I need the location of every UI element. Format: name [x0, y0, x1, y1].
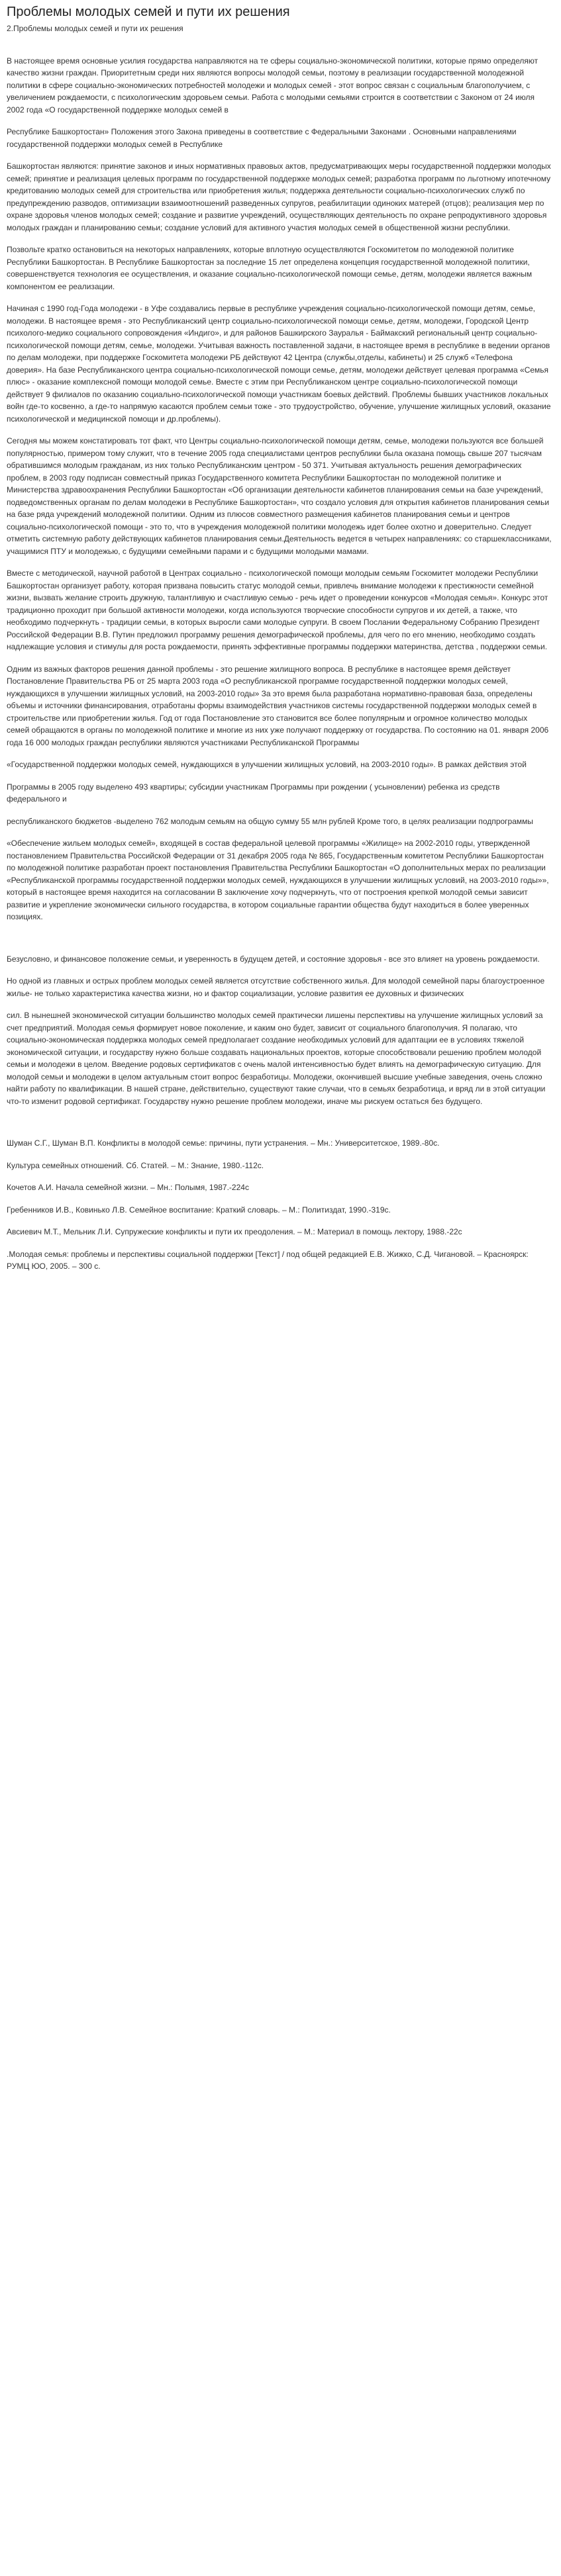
reference-item: Авсиевич М.Т., Мельник Л.И. Супружеские конфликты и пути их преодоления. – М.: Материал в помощь лектору, 1988.-22с — [7, 1227, 462, 1236]
spacer — [7, 1117, 552, 1137]
reference-item: .Молодая семья: проблемы и перспективы социальной поддержки [Текст] / под общей редакцией Е.В. Жижко, С.Д. Чигановой. – Красноярск: РУМЦ ЮО, 2005. – 300 с. — [7, 1249, 529, 1271]
spacer — [7, 933, 552, 953]
paragraph: «Государственной поддержки молодых семей, нуждающихся в улучшении жилищных условий, на 2003-2010 годы». В рамках действия этой — [7, 760, 527, 769]
paragraph: В настоящее время основные усилия государства направляются на те сферы социально-экономической политики, которые прямо определяют качество жизни граждан. Приоритетным среди них являются вопросы молодой семьи, поэтому в реализации государственной молодежной политики в сфере социально-экономических потребностей молодежи и молодых семей - этот вопрос связан с социальным благополучием, с увеличением рождаемости, с психологическим здоровьем семьи. Работа с молодыми семьями строится в соответствии с Законом от 24 июля 2002 года «О государственной поддержке молодых семей в — [7, 56, 538, 115]
paragraph: Но одной из главных и острых проблем молодых семей является отсутствие собственного жилья. Для молодой семейной пары благоустроенное жилье- не только характеристика качества жизни, но и фактор социализации, условие развития ее духовных и физических — [7, 976, 545, 998]
main-body — [7, 55, 552, 923]
reference-item: Культура семейных отношений. Сб. Статей. – М.: Знание, 1980.-112с. — [7, 1160, 264, 1170]
paragraph: Программы в 2005 году выделено 493 квартиры; субсидии участникам Программы при рождении ( усыновлении) ребенка из средств федерального и — [7, 782, 500, 804]
paragraph: республиканского бюджетов -выделено 762 молодым семьям на общую сумму 55 млн рублей Кроме того, в целях реализации подпрограммы — [7, 816, 534, 826]
paragraph: Безусловно, и финансовое положение семьи, и уверенность в будущем детей, и состояние здоровья - все это влияет на уровень рождаемости. — [7, 954, 540, 964]
page-title: Проблемы молодых семей и пути их решения — [7, 5, 290, 19]
paragraph: Республике Башкортостан» Положения этого Закона приведены в соответствие с Федеральными Законами . Основными направлениями государственной поддержки молодых семей в Республике — [7, 127, 517, 149]
document-page — [0, 0, 561, 1273]
conclusion-body — [7, 953, 552, 1108]
reference-list — [7, 1137, 552, 1273]
paragraph: сил. В нынешней экономической ситуации большинство молодых семей практически лишены перспективы на улучшение жилищных условий за счет предприятий. Молодая семья формирует новое поколение, и каким оно будет, зависит от социального благополучия. Я полагаю, что социально-экономическая поддержка молодых семей предполагает создание необходимых условий для адаптации ее в условиях тяжелой экономической ситуации, и государству нужно больше создавать национальных проектов, которые способствовали решению проблем молодой семьи и молодежи в целом. Введение родовых сертификатов с очень малой интенсивностью будет влиять на демографическую ситуацию. Для молодой семьи и молодежи в целом актуальным стоит вопрос безработицы. Молодежи, окончившей высшие учебные заведения, очень сложно найти работу по квалификации. В нашей стране, действительно, существуют такие случаи, что в семьях безработица, и вряд ли в этой ситуации что-то изменит родовой сертификат. Государству нужно решение проблем молодежи, иначе мы рискуем остаться без будущего. — [7, 1011, 546, 1106]
paragraph: Вместе с методической, научной работой в Центрах социально - психологической помощи молодым семьям Госкомитет молодежи Республики Башкортостан организует работу, которая призвана повысить статус молодой семьи, привлечь внимание молодежи к престижности семейной жизни, вызвать желание строить дружную, талантливую и счастливую семью - речь идет о проведении конкурсов «Молодая семья». Конкурс этот традиционно проходит при большой активности молодежи, когда используются творческие способности супругов и их детей, а также, что необходимо подчеркнуть - традиции семьи, в которых выросли сами молодые супруги. В своем Послании Федеральному Собранию Президент Российской Федерации В.В. Путин предложил программу решения демографической проблемы, для чего по его мнению, необходимо создать надлежащие условия и стимулы для роста рождаемости, принять эффективные программы поддержки материнства, детства , поддержки семьи. — [7, 569, 548, 651]
section-subtitle: 2.Проблемы молодых семей и пути их решения — [7, 24, 183, 33]
paragraph: Позвольте кратко остановиться на некоторых направлениях, которые вплотную осуществляются Госкомитетом по молодежной политике Республики Башкортостан. В Республике Башкортостан за последние 15 лет определена концепция государственной молодежной политики, совершенствуется технология ее осуществления, и оказание социально-психологической помощи семье, детям, молодежи является важным компонентом ее реализации. — [7, 245, 533, 291]
paragraph: Сегодня мы можем констатировать тот факт, что Центры социально-психологической помощи детям, семье, молодежи пользуются все большей популярностью, примером тому служит, что в течение 2005 года специалистами центров республики была оказана помощь свыше 207 тысячам обратившимся молодым гражданам, из них только Республиканским центром - 50 371. Учитывая актуальность решения демографических проблем, в 2003 году подписан совместный приказ Государственного комитета Республики Башкортостан по молодежной политике и Министерства здравоохранения Республики Башкортостан «Об организации деятельности кабинетов планирования семьи на базе учреждений, подведомственных органам по делам молодежи в Республике Башкортостан», что создало условия для открытия кабинетов планирования семьи на базе ряда учреждений молодежной политики. Одним из плюсов совместного размещения кабинетов планирования семьи и центров социально-психологической помощи - это то, что в учреждения молодежной политики молодежь идет более охотно и доверительно. Следует отметить системную работу действующих кабинетов планирования семьи.Деятельность ведется в четырех направлениях: со старшеклассниками, учащимися ПТУ и молодежью, с будущими семейными парами и с будущими молодыми мамами. — [7, 436, 552, 556]
paragraph: Начиная с 1990 год-Года молодежи - в Уфе создавались первые в республике учреждения социально-психологической помощи детям, семье, молодежи. В настоящее время - это Республиканский центр социально-психологической помощи семье, детям, молодежи, Городской Центр психолого-медико социального сопровождения «Индиго», и для районов Башкирского Зауралья - Баймакский региональный центр социально-психологической помощи детям, семье, молодежи. Учитывая важность поставленной задачи, в настоящее время в республике в ведении органов по делам молодежи, при поддержке Госкомитета молодежи РБ действуют 42 Центра (службы,отделы, кабинеты) и 25 служб «Телефона доверия». На базе Республиканского центра социально-психологической помощи семье, детям, молодежи действует целевая программа «Семья плюс» - оказание комплексной помощи молодой семье. Вместе с этим при Республиканском центре социально-психологической помощи действует 9 филиалов по оказанию социально-психологической помощи участникам боевых действий. Проблемы бывших участников локальных войн где-то косвенно, а где-то напрямую касаются проблем семьи тоже - это трудоустройство, обучение, улучшение жилищных условий, оказание психологической и медицинской помощи и др.проблемы). — [7, 304, 551, 424]
reference-item: Гребенников И.В., Ковинько Л.В. Семейное воспитание: Краткий словарь. – М.: Политиздат, 1990.-319с. — [7, 1205, 391, 1215]
reference-item: Шуман С.Г., Шуман В.П. Конфликты в молодой семье: причины, пути устранения. – Мн.: Университетское, 1989.-80с. — [7, 1138, 440, 1148]
paragraph: Башкортостан являются: принятие законов и иных нормативных правовых актов, предусматривающих меры государственной поддержки молодых семей; принятие и реализация целевых программ по государственной поддержке молодых семей; разработка программ по льготному ипотечному кредитованию молодых семей для строительства или приобретения жилья; поддержка деятельности социально-психологических служб по предупреждению разводов, оптимизации взаимоотношений разведенных супругов, реабилитации одиноких матерей (отцов); реализация мер по охране здоровья членов молодых семей; создание и развитие учреждений, осуществляющих деятельность по охране репродуктивного здоровья молодых граждан и планированию семьи; создание условий для активного участия молодых семей в общественной жизни республики. — [7, 161, 551, 232]
paragraph: Одним из важных факторов решения данной проблемы - это решение жилищного вопроса. В республике в настоящее время действует Постановление Правительства РБ от 25 марта 2003 года «О республиканской программе государственной поддержки молодых семей, нуждающихся в улучшении жилищных условий, на 2003-2010 годы» За это время была разработана нормативно-правовая база, определены объемы и источники финансирования, отработаны формы взаимодействия участников системы государственной поддержки молодых семей в строительстве или приобретении жилья. Год от года Постановление это становится все более популярным и огромное количество молодых семей обращаются в органы по молодежной политике и многие из них уже получают поддержку от государства. По состоянию на 01. января 2006 года 16 000 молодых граждан республики являются участниками Республиканской Программы — [7, 664, 549, 747]
reference-item: Кочетов А.И. Начала семейной жизни. – Мн.: Полымя, 1987.-224с — [7, 1183, 249, 1192]
paragraph: «Обеспечение жильем молодых семей», входящей в состав федеральной целевой программы «Жилище» на 2002-2010 годы, утвержденной постановлением Правительства Российской Федерации от 31 декабря 2005 года № 865, Государственным комитетом Республики Башкортостан по молодежной политике разработан проект постановления Правительства Республики Башкортостан «О дополнительных мерах по реализации «Республиканской программы государственной поддержки молодых семей, нуждающихся в улучшении жилищных условий, на 2003-2010 годы»», который в настоящее время находится на согласовании В заключение хочу подчеркнуть, что от построения крепкой молодой семьи зависит развитие и укрепление экономически сильного государства, в котором социальные гарантии общества будут находиться в более уверенных позициях. — [7, 839, 549, 921]
